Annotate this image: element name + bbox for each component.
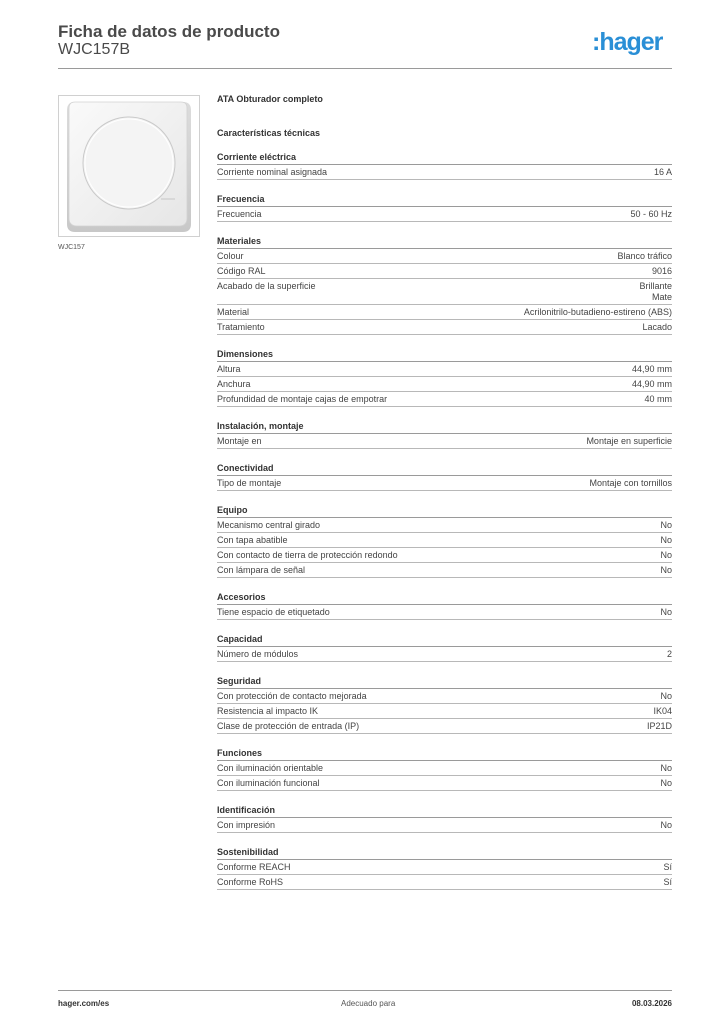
spec-value-line: No bbox=[660, 565, 672, 575]
spec-section bbox=[217, 805, 672, 833]
header-divider bbox=[58, 68, 672, 69]
spec-value-line: No bbox=[660, 763, 672, 773]
spec-section bbox=[217, 421, 672, 449]
spec-row bbox=[217, 776, 672, 791]
spec-value-line: IK04 bbox=[653, 706, 672, 716]
spec-value-line: Montaje en superficie bbox=[586, 436, 672, 446]
spec-value bbox=[654, 167, 672, 178]
spec-label: Altura bbox=[217, 364, 241, 374]
spec-value bbox=[660, 550, 672, 561]
spec-value bbox=[642, 322, 672, 333]
spec-section bbox=[217, 152, 672, 180]
spec-value bbox=[589, 478, 672, 489]
spec-label: Mecanismo central girado bbox=[217, 520, 321, 530]
spec-section bbox=[217, 748, 672, 791]
section-title: Instalación, montaje bbox=[217, 421, 672, 434]
section-title: Accesorios bbox=[217, 592, 672, 605]
spec-value bbox=[660, 520, 672, 531]
section-title: Sostenibilidad bbox=[217, 847, 672, 860]
image-caption: WJC157 bbox=[58, 244, 85, 251]
spec-value bbox=[586, 436, 672, 447]
spec-row bbox=[217, 305, 672, 320]
spec-value-line: Mate bbox=[651, 292, 672, 302]
spec-label: Con tapa abatible bbox=[217, 535, 288, 545]
spec-value-line: 44,90 mm bbox=[631, 364, 672, 374]
spec-value-line: Blanco tráfico bbox=[617, 251, 672, 261]
section-title: Corriente eléctrica bbox=[217, 152, 672, 165]
hager-logo bbox=[592, 28, 674, 58]
spec-value bbox=[663, 877, 672, 888]
spec-value bbox=[660, 691, 672, 702]
wall-plate-illustration bbox=[59, 96, 199, 236]
spec-label: Con lámpara de señal bbox=[217, 565, 306, 575]
spec-row bbox=[217, 362, 672, 377]
spec-value bbox=[652, 266, 672, 277]
spec-value-line: Brillante bbox=[639, 281, 672, 291]
spec-section bbox=[217, 236, 672, 335]
spec-value-line: No bbox=[660, 691, 672, 701]
spec-value-line: 44,90 mm bbox=[631, 379, 672, 389]
spec-value bbox=[667, 649, 672, 660]
spec-row bbox=[217, 647, 672, 662]
spec-label: Acabado de la superficie bbox=[217, 281, 316, 291]
spec-section bbox=[217, 592, 672, 620]
spec-row bbox=[217, 434, 672, 449]
spec-value bbox=[660, 535, 672, 546]
spec-section bbox=[217, 676, 672, 734]
spec-value bbox=[660, 820, 672, 831]
spec-value-line: No bbox=[660, 778, 672, 788]
spec-label: Con impresión bbox=[217, 820, 276, 830]
spec-row bbox=[217, 860, 672, 875]
spec-value-line: No bbox=[660, 820, 672, 830]
spec-value-line: 16 A bbox=[653, 167, 672, 177]
product-image bbox=[58, 95, 200, 237]
section-title: Conectividad bbox=[217, 463, 672, 476]
spec-value-line: Acrilonitrilo-butadieno-estireno (ABS) bbox=[523, 307, 672, 317]
spec-label: Código RAL bbox=[217, 266, 266, 276]
spec-value-line: Lacado bbox=[642, 322, 672, 332]
spec-sections bbox=[217, 152, 672, 890]
spec-row bbox=[217, 264, 672, 279]
spec-label: Frecuencia bbox=[217, 209, 262, 219]
spec-label: Tipo de montaje bbox=[217, 478, 282, 488]
spec-row bbox=[217, 563, 672, 578]
hager-logo-text: :hager bbox=[592, 28, 663, 56]
spec-row bbox=[217, 392, 672, 407]
spec-value-line: 40 mm bbox=[644, 394, 672, 404]
spec-value bbox=[660, 565, 672, 576]
spec-value bbox=[660, 607, 672, 618]
spec-row bbox=[217, 605, 672, 620]
spec-value-line: Montaje con tornillos bbox=[589, 478, 672, 488]
spec-value bbox=[660, 778, 672, 789]
footer-divider bbox=[58, 990, 672, 991]
spec-row bbox=[217, 476, 672, 491]
spec-row bbox=[217, 249, 672, 264]
spec-row bbox=[217, 165, 672, 180]
spec-value-line: 2 bbox=[666, 649, 672, 659]
spec-section bbox=[217, 463, 672, 491]
footer-date: 08.03.2026 bbox=[631, 999, 672, 1008]
spec-label: Corriente nominal asignada bbox=[217, 167, 328, 177]
section-title: Dimensiones bbox=[217, 349, 672, 362]
spec-value bbox=[524, 307, 672, 318]
spec-value bbox=[632, 379, 672, 390]
section-title: Materiales bbox=[217, 236, 672, 249]
spec-label: Conforme REACH bbox=[217, 862, 291, 872]
spec-row bbox=[217, 719, 672, 734]
spec-content bbox=[217, 94, 672, 890]
spec-value bbox=[663, 862, 672, 873]
section-title: Capacidad bbox=[217, 634, 672, 647]
spec-value-line: No bbox=[660, 520, 672, 530]
spec-value-line: Sí bbox=[663, 862, 672, 872]
product-reference: WJC157B bbox=[58, 41, 131, 58]
spec-label: Tiene espacio de etiquetado bbox=[217, 607, 330, 617]
spec-label: Material bbox=[217, 307, 250, 317]
page-title: Ficha de datos de producto bbox=[58, 22, 280, 41]
spec-section bbox=[217, 194, 672, 222]
section-title: Seguridad bbox=[217, 676, 672, 689]
spec-value bbox=[647, 721, 672, 732]
spec-label: Tratamiento bbox=[217, 322, 265, 332]
spec-value bbox=[630, 209, 672, 220]
spec-row bbox=[217, 875, 672, 890]
spec-label: Clase de protección de entrada (IP) bbox=[217, 721, 360, 731]
spec-label: Con iluminación orientable bbox=[217, 763, 324, 773]
spec-row bbox=[217, 548, 672, 563]
spec-label: Con iluminación funcional bbox=[217, 778, 320, 788]
spec-row bbox=[217, 377, 672, 392]
spec-label: Profundidad de montaje cajas de empotrar bbox=[217, 394, 388, 404]
section-title: Equipo bbox=[217, 505, 672, 518]
spec-label: Resistencia al impacto IK bbox=[217, 706, 319, 716]
spec-label: Con contacto de tierra de protección redondo bbox=[217, 550, 398, 560]
product-name: ATA Obturador completo bbox=[217, 94, 323, 104]
spec-value-line: No bbox=[660, 607, 672, 617]
spec-row bbox=[217, 207, 672, 222]
technical-characteristics-title: Características técnicas bbox=[217, 128, 321, 138]
spec-value bbox=[644, 394, 672, 405]
spec-row bbox=[217, 518, 672, 533]
section-title: Identificación bbox=[217, 805, 672, 818]
spec-label: Número de módulos bbox=[217, 649, 299, 659]
spec-section bbox=[217, 847, 672, 890]
spec-label: Colour bbox=[217, 251, 244, 261]
spec-row bbox=[217, 279, 672, 305]
spec-row bbox=[217, 689, 672, 704]
spec-value-line: 50 - 60 Hz bbox=[630, 209, 672, 219]
footer-website: hager.com/es bbox=[58, 999, 110, 1008]
spec-value bbox=[632, 364, 672, 375]
spec-value bbox=[653, 706, 672, 717]
spec-value-line: 9016 bbox=[651, 266, 672, 276]
spec-row bbox=[217, 818, 672, 833]
footer-suitable-for: Adecuado para bbox=[341, 999, 396, 1008]
spec-value-line: Sí bbox=[663, 877, 672, 887]
spec-row bbox=[217, 320, 672, 335]
spec-value-line: No bbox=[660, 535, 672, 545]
spec-value bbox=[639, 281, 672, 303]
spec-row bbox=[217, 761, 672, 776]
spec-value bbox=[617, 251, 672, 262]
spec-value-line: No bbox=[660, 550, 672, 560]
spec-section bbox=[217, 505, 672, 578]
spec-label: Conforme RoHS bbox=[217, 877, 284, 887]
spec-row bbox=[217, 704, 672, 719]
spec-row bbox=[217, 533, 672, 548]
spec-label: Montaje en bbox=[217, 436, 262, 446]
spec-label: Anchura bbox=[217, 379, 251, 389]
section-title: Frecuencia bbox=[217, 194, 672, 207]
spec-label: Con protección de contacto mejorada bbox=[217, 691, 367, 701]
spec-section bbox=[217, 349, 672, 407]
spec-value-line: IP21D bbox=[646, 721, 672, 731]
spec-value bbox=[660, 763, 672, 774]
spec-section bbox=[217, 634, 672, 662]
section-title: Funciones bbox=[217, 748, 672, 761]
